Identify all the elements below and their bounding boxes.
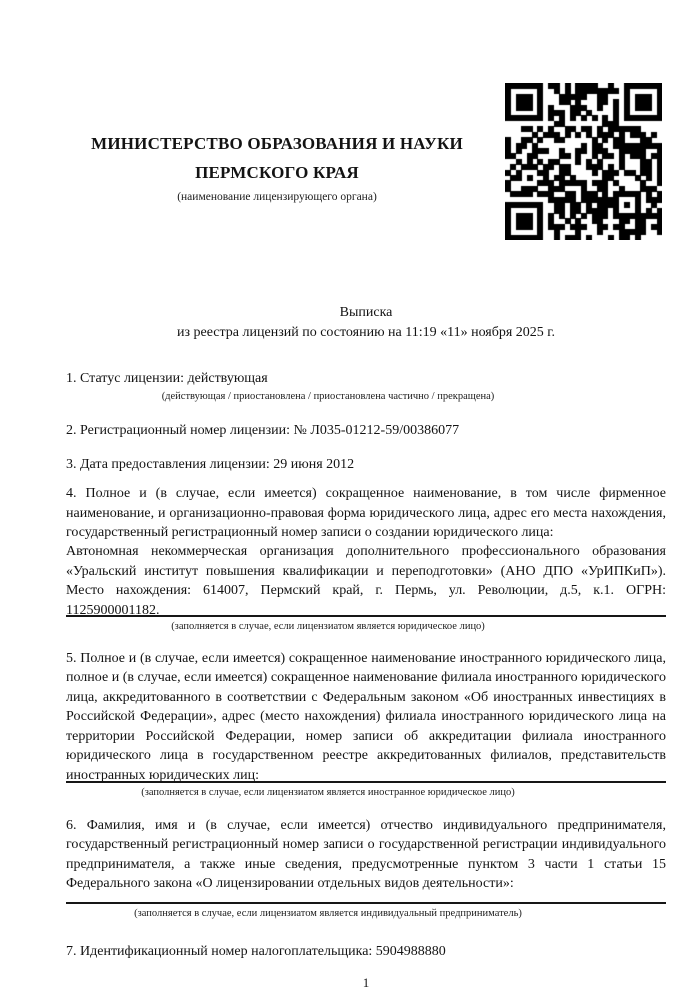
document-title: [66, 303, 666, 343]
individual-entrepreneur-note: (заполняется в случае, если лицензиатом является индивидуальный предприниматель): [134, 907, 522, 919]
document-content: [66, 0, 666, 989]
foreign-entity-note: (заполняется в случае, если лицензиатом является иностранное юридическое лицо): [141, 786, 515, 798]
title-line2: из реестра лицензий по состоянию на 11:19 «11» ноября 2025 г.: [177, 325, 555, 340]
ministry-name-line2: ПЕРМСКОГО КРАЯ: [195, 163, 359, 182]
licensing-authority-header: [66, 129, 488, 204]
item-legal-entity-value: Автономная некоммерческая организация дополнительного профессионального образования «Уральский институт повышения квалификации и переподготовки» (АНО ДПО «УрИПКиП»). Место нахождения: 614007, Пермский край, г. Пермь, ул. Революции, д.5, к.1. ОГРН: 1125900001182.: [66, 544, 666, 618]
license-status-options-note: (действующая / приостановлена / приостановлена частично / прекращена): [161, 391, 495, 403]
item-legal-entity-text: 4. Полное и (в случае, если имеется) сокращенное наименование, в том числе фирменное наименование, и организационно-правовая форма юридического лица, адрес его места нахождения, государственный регистрационный номер записи о создании юридического лица:: [66, 486, 666, 541]
legal-entity-note: (заполняется в случае, если лицензиатом является юридическое лицо): [171, 621, 485, 633]
item-license-status-text: 1. Статус лицензии: действующая: [66, 371, 268, 386]
item-license-grant-date-text: 3. Дата предоставления лицензии: 29 июня 2012: [66, 456, 355, 472]
title-line1: Выписка: [339, 305, 393, 320]
item-taxpayer-number-text: 7. Идентификационный номер налогоплательщика: 5904988880: [66, 943, 446, 959]
individual-entrepreneur-underline: [66, 902, 666, 904]
item-registration-number: [66, 421, 666, 440]
item-taxpayer-number: [66, 942, 666, 961]
authority-caption: (наименование лицензирующего органа): [177, 191, 377, 203]
item-license-status: [66, 369, 666, 388]
item-registration-number-text: 2. Регистрационный номер лицензии: № Л035-01212-59/00386077: [66, 423, 460, 439]
item-legal-entity: [66, 484, 666, 620]
item-individual-entrepreneur: [66, 816, 666, 894]
item-individual-entrepreneur-text: 6. Фамилия, имя и (в случае, если имеется) отчество индивидуального предпринимателя, государственный регистрационный номер записи о государственной регистрации индивидуального предпринимателя, а также иные сведения, предусмотренные пунктом 3 части 1 статьи 15 Федерального закона «О лицензировании отдельных видов деятельности»:: [66, 817, 666, 892]
item-foreign-entity: [66, 649, 666, 785]
page-number: 1: [362, 974, 370, 989]
ministry-name-line1: МИНИСТЕРСТВО ОБРАЗОВАНИЯ И НАУКИ: [91, 134, 463, 153]
item-license-grant-date: [66, 455, 666, 474]
ministry-name: [66, 129, 488, 187]
item-foreign-entity-text: 5. Полное и (в случае, если имеется) сокращенное наименование иностранного юридического лица, полное и (в случае, если имеется) сокращенное наименование филиала иностранного юридического лица, аккредитованного в соответствии с Федеральным законом «Об иностранных инвестициях в Российской Федерации», адрес (место нахождения) филиала иностранного юридического лица на территории Российской Федерации, номер записи об аккредитации филиала иностранного юридического лица в государственном реестре аккредитованных филиалов, представительств иностранных юридических лиц:: [66, 651, 666, 783]
